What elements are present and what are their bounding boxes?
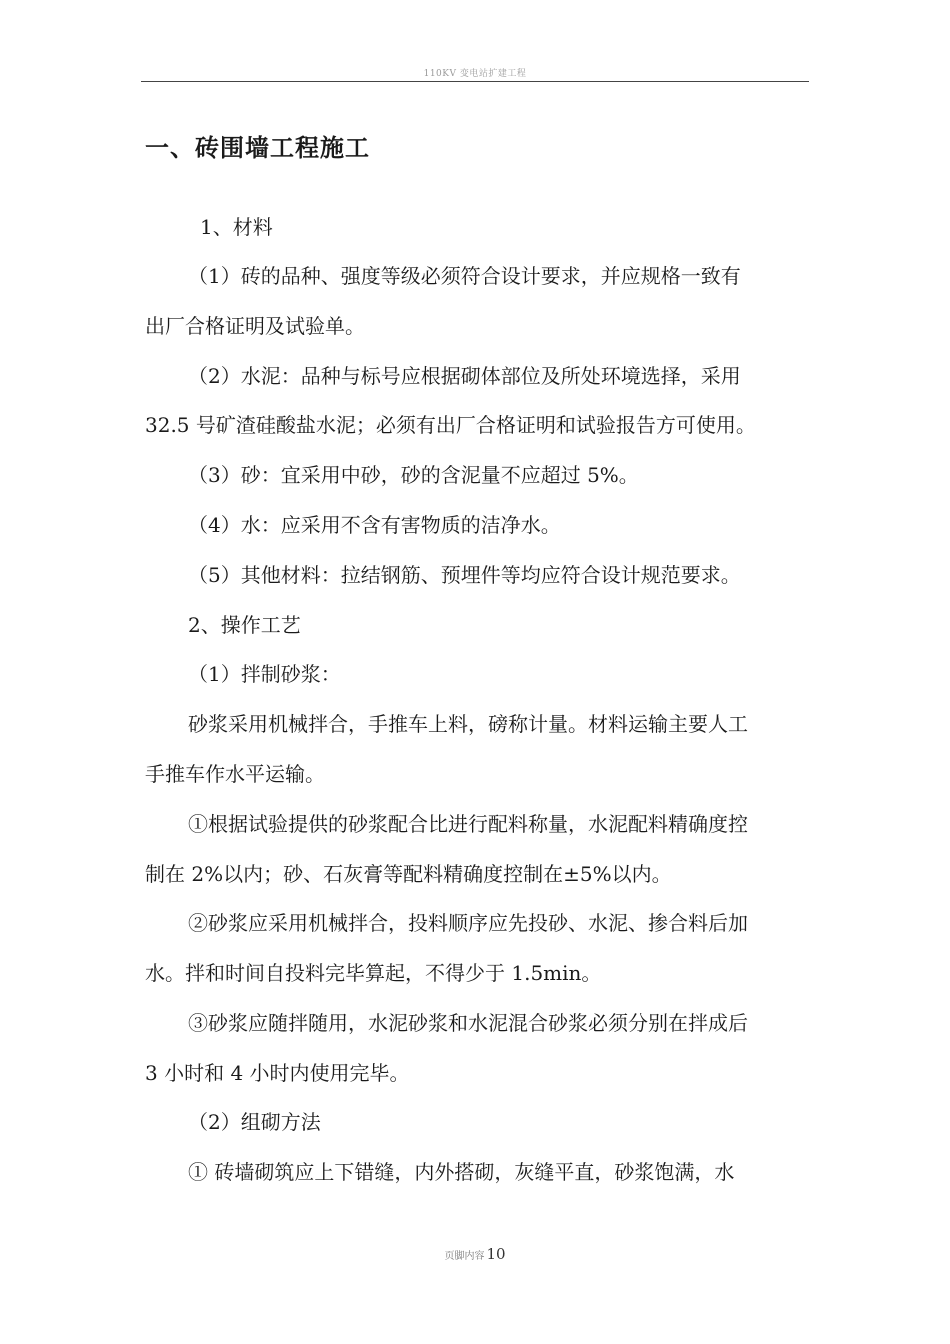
body-line: 1、材料 <box>200 215 273 239</box>
body-line: ③砂浆应随拌随用，水泥砂浆和水泥混合砂浆必须分别在拌成后 <box>188 1011 748 1035</box>
header-divider <box>141 81 809 82</box>
body-line: 32.5 号矿渣硅酸盐水泥；必须有出厂合格证明和试验报告方可使用。 <box>145 413 756 437</box>
body-line: 手推车作水平运输。 <box>145 762 325 786</box>
page-header: 110KV 变电站扩建工程 <box>423 69 527 79</box>
body-line: （5）其他材料：拉结钢筋、预埋件等均应符合设计规范要求。 <box>188 563 741 587</box>
body-line: 制在 2%以内；砂、石灰膏等配料精确度控制在±5%以内。 <box>145 862 672 886</box>
body-line: （3）砂：宜采用中砂，砂的含泥量不应超过 5%。 <box>188 463 639 487</box>
body-line: （2）组砌方法 <box>188 1110 321 1134</box>
body-line: ①根据试验提供的砂浆配合比进行配料称量，水泥配料精确度控 <box>188 812 748 836</box>
body-line: （4）水：应采用不含有害物质的洁净水。 <box>188 513 561 537</box>
section-heading: 一、砖围墙工程施工 <box>145 134 370 162</box>
body-line: 出厂合格证明及试验单。 <box>145 314 365 338</box>
body-line: （1）拌制砂浆： <box>188 662 341 686</box>
body-line: 2、操作工艺 <box>188 613 301 637</box>
body-line: 砂浆采用机械拌合，手推车上料，磅称计量。材料运输主要人工 <box>188 712 748 736</box>
body-line: （2）水泥：品种与标号应根据砌体部位及所处环境选择，采用 <box>188 364 741 388</box>
page-footer <box>0 1244 950 1263</box>
body-line: 3 小时和 4 小时内使用完毕。 <box>145 1061 410 1085</box>
body-line: 水。拌和时间自投料完毕算起，不得少于 1.5min。 <box>145 961 602 985</box>
body-line: ① 砖墙砌筑应上下错缝，内外搭砌，灰缝平直，砂浆饱满，水 <box>188 1160 735 1184</box>
page-number: 10 <box>486 1245 506 1263</box>
body-line: （1）砖的品种、强度等级必须符合设计要求，并应规格一致有 <box>188 264 741 288</box>
body-line: ②砂浆应采用机械拌合，投料顺序应先投砂、水泥、掺合料后加 <box>188 911 748 935</box>
footer-label: 页脚内容 <box>444 1251 485 1262</box>
